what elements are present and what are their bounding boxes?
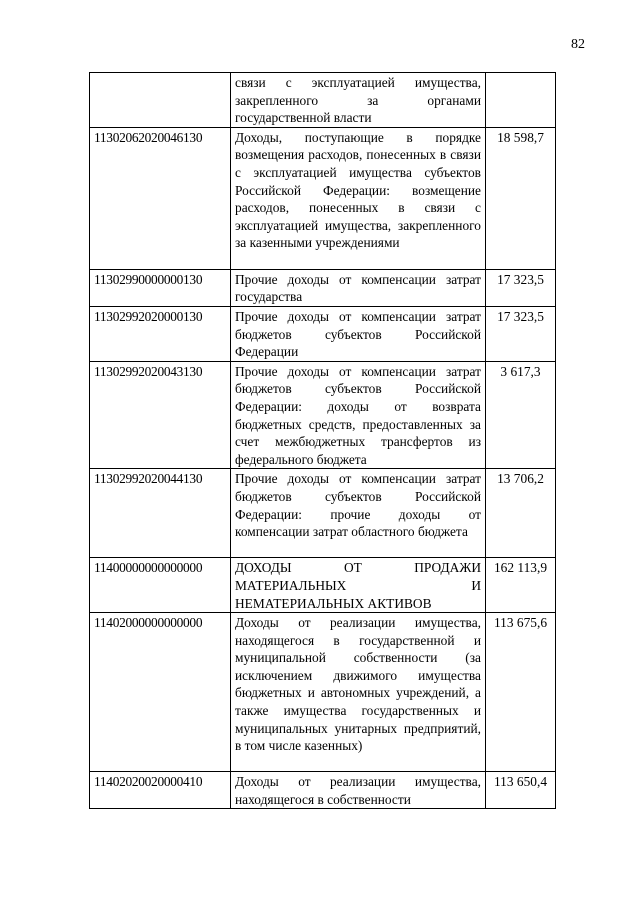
amount-cell: 13 706,2 (486, 469, 556, 558)
budget-code-cell (90, 73, 231, 128)
description-cell: ДОХОДЫ ОТ ПРОДАЖИ МАТЕРИАЛЬНЫХ И НЕМАТЕРИАЛЬНЫХ АКТИВОВ (231, 558, 486, 613)
page-number: 82 (571, 37, 585, 52)
description-cell: Доходы, поступающие в порядке возмещения расходов, понесенных в связи с эксплуатацией имущества субъектов Российской Федерации: возмещение расходов, понесенных в связи с эксплуатацией имущества, закрепленного за казенными учреждениями (231, 127, 486, 269)
amount-cell: 113 650,4 (486, 772, 556, 809)
budget-code-cell: 11302062020046130 (90, 127, 231, 269)
budget-code-cell: 11402000000000000 (90, 613, 231, 772)
table-row (90, 73, 556, 128)
description-cell: Доходы от реализации имущества, находящегося в государственной и муниципальной собственности (за исключением движимого имущества бюджетных и автономных учреждений, а также имущества государственных и муниципальных унитарных предприятий, в том числе казенных) (231, 613, 486, 772)
budget-code-cell: 11302990000000130 (90, 269, 231, 306)
table-row (90, 558, 556, 613)
amount-cell (486, 73, 556, 128)
table-row (90, 306, 556, 361)
table-row (90, 127, 556, 269)
budget-revenue-table (89, 72, 556, 809)
amount-cell: 17 323,5 (486, 269, 556, 306)
description-cell: Прочие доходы от компенсации затрат государства (231, 269, 486, 306)
description-cell: Прочие доходы от компенсации затрат бюджетов субъектов Российской Федерации: прочие доходы от компенсации затрат областного бюджета (231, 469, 486, 558)
budget-code-cell: 11302992020000130 (90, 306, 231, 361)
amount-cell: 17 323,5 (486, 306, 556, 361)
description-cell: связи с эксплуатацией имущества, закрепленного за органами государственной власти (231, 73, 486, 128)
amount-cell: 113 675,6 (486, 613, 556, 772)
table-row (90, 772, 556, 809)
description-cell: Доходы от реализации имущества, находящегося в собственности (231, 772, 486, 809)
table-row (90, 269, 556, 306)
table-row (90, 469, 556, 558)
table-row (90, 613, 556, 772)
amount-cell: 3 617,3 (486, 361, 556, 469)
budget-code-cell: 11302992020044130 (90, 469, 231, 558)
amount-cell: 162 113,9 (486, 558, 556, 613)
table-row (90, 361, 556, 469)
amount-cell: 18 598,7 (486, 127, 556, 269)
budget-code-cell: 11402020020000410 (90, 772, 231, 809)
description-cell: Прочие доходы от компенсации затрат бюджетов субъектов Российской Федерации (231, 306, 486, 361)
budget-code-cell: 11400000000000000 (90, 558, 231, 613)
budget-code-cell: 11302992020043130 (90, 361, 231, 469)
description-cell: Прочие доходы от компенсации затрат бюджетов субъектов Российской Федерации: доходы от возврата бюджетных средств, предоставленных за счет межбюджетных трансфертов из федерального бюджета (231, 361, 486, 469)
